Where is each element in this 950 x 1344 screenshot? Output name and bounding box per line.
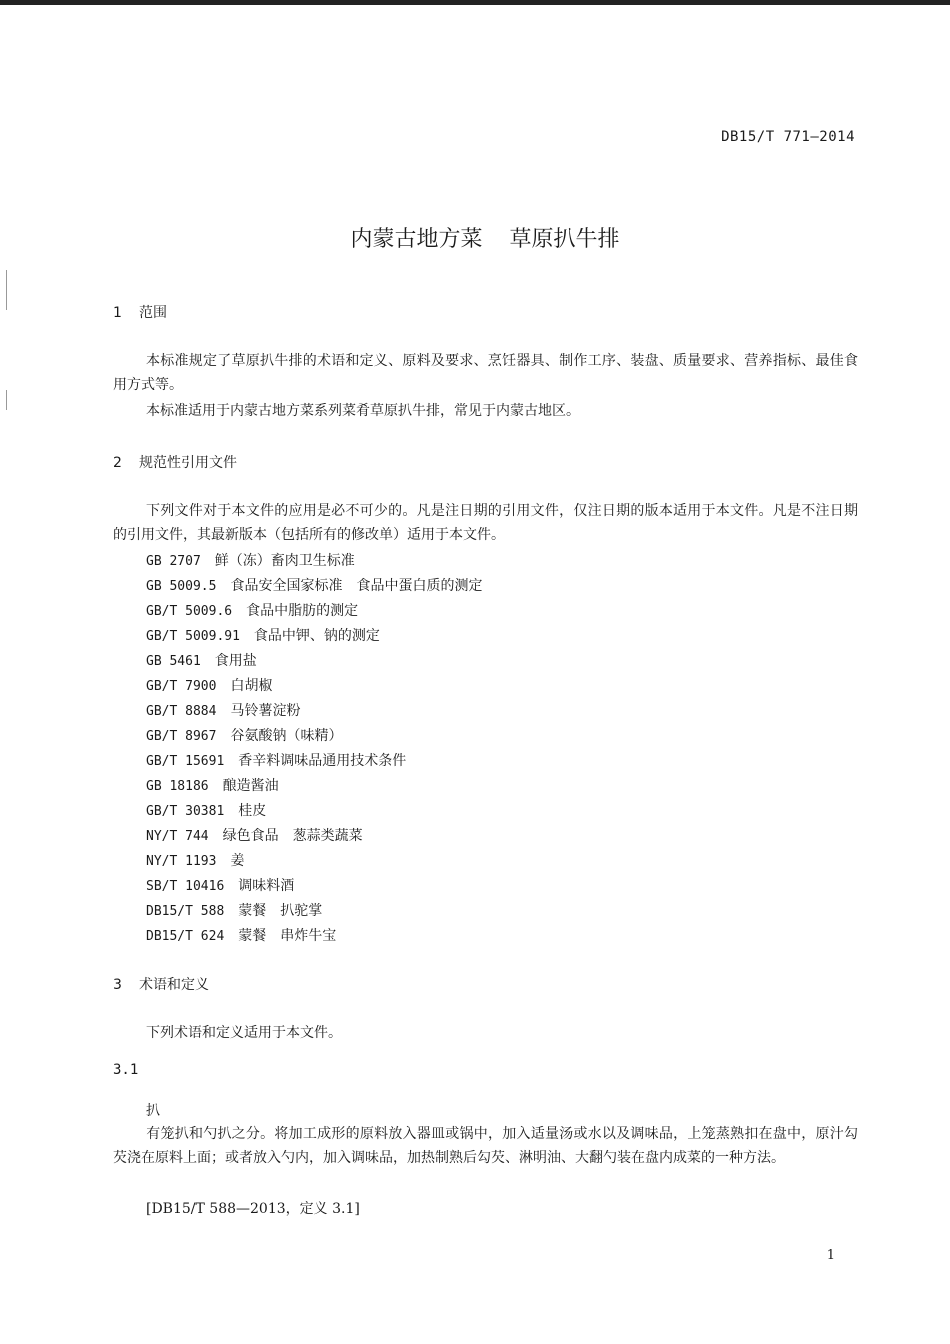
scan-mark [6,270,7,310]
term-number: 3.1 [113,1062,139,1078]
document-title: 内蒙古地方菜 草原扒牛排 [350,227,620,252]
scan-top-edge [0,0,950,5]
reference-code: GB/T 30381 [146,804,225,819]
reference-title: 食品安全国家标准 食品中蛋白质的测定 [230,578,483,594]
section-title: 术语和定义 [139,977,209,993]
scope-paragraph-1: 本标准规定了草原扒牛排的术语和定义、原料及要求、烹饪器具、制作工序、装盘、质量要求、营养指标、最佳食用方式等。 [113,353,858,393]
reference-item [146,825,363,845]
reference-title: 食用盐 [214,653,257,669]
reference-title: 谷氨酸钠（味精） [230,728,343,744]
reference-title: 蒙餐 扒驼掌 [238,903,323,919]
reference-item [146,875,294,895]
reference-title: 食品中脂肪的测定 [246,603,359,619]
section-heading-scope [113,302,167,322]
reference-title: 食品中钾、钠的测定 [253,628,380,644]
reference-code: NY/T 1193 [146,854,217,869]
section-number: 3 [113,977,122,993]
reference-title: 马铃薯淀粉 [230,703,301,719]
term-source: [DB15/T 588—2013，定义 3.1] [146,1201,360,1217]
reference-title: 绿色食品 葱蒜类蔬菜 [222,828,363,844]
reference-item [146,625,380,645]
reference-title: 调味料酒 [238,878,295,894]
reference-title: 白胡椒 [230,678,273,694]
reference-code: GB 2707 [146,554,201,569]
section-heading-normative-references [113,452,237,472]
reference-code: GB/T 5009.91 [146,629,240,644]
reference-item [146,750,406,770]
normative-intro: 下列文件对于本文件的应用是必不可少的。凡是注日期的引用文件，仅注日期的版本适用于本文件。凡是不注日期的引用文件，其最新版本（包括所有的修改单）适用于本文件。 [113,503,858,543]
reference-title: 桂皮 [238,803,267,819]
reference-title: 姜 [230,853,245,869]
section-title: 范围 [139,305,167,321]
reference-item [146,650,257,670]
section-heading-terms [113,974,209,994]
reference-item [146,550,355,570]
reference-item [146,725,342,745]
reference-code: GB 5009.5 [146,579,217,594]
term-name: 扒 [146,1103,160,1119]
scope-paragraph-2: 本标准适用于内蒙古地方菜系列菜肴草原扒牛排，常见于内蒙古地区。 [146,403,580,419]
page-number: 1 [826,1248,835,1263]
reference-code: NY/T 744 [146,829,209,844]
term-definition [113,1122,858,1170]
standard-code: DB15/T 771—2014 [721,129,855,145]
reference-code: GB/T 7900 [146,679,217,694]
reference-code: GB 18186 [146,779,209,794]
reference-code: GB/T 15691 [146,754,225,769]
term-definition-text: 有笼扒和勺扒之分。将加工成形的原料放入器皿或锅中，加入适量汤或水以及调味品，上笼蒸熟扣在盘中，原汁勾芡浇在原料上面；或者放入勺内，加入调味品，加热制熟后勾芡、淋明油、大翻勺装在盘内成菜的一种方法。 [113,1126,858,1166]
reference-title: 香辛料调味品通用技术条件 [238,753,407,769]
scan-mark [6,390,7,410]
section-number: 2 [113,455,122,471]
reference-code: GB 5461 [146,654,201,669]
reference-title: 鲜（冻）畜肉卫生标准 [214,553,355,569]
terms-intro: 下列术语和定义适用于本文件。 [146,1025,342,1041]
section-title: 规范性引用文件 [139,455,237,471]
reference-item [146,925,336,945]
reference-item [146,575,482,595]
reference-item [146,900,322,920]
reference-code: SB/T 10416 [146,879,225,894]
reference-item [146,700,300,720]
reference-code: GB/T 5009.6 [146,604,233,619]
reference-item [146,775,279,795]
reference-item [146,800,266,820]
reference-title: 蒙餐 串炸牛宝 [238,928,337,944]
section-number: 1 [113,305,122,321]
reference-item [146,600,358,620]
reference-item [146,850,244,870]
reference-code: DB15/T 624 [146,929,225,944]
reference-item [146,675,272,695]
reference-code: DB15/T 588 [146,904,225,919]
reference-code: GB/T 8884 [146,704,217,719]
reference-code: GB/T 8967 [146,729,217,744]
reference-title: 酿造酱油 [222,778,279,794]
